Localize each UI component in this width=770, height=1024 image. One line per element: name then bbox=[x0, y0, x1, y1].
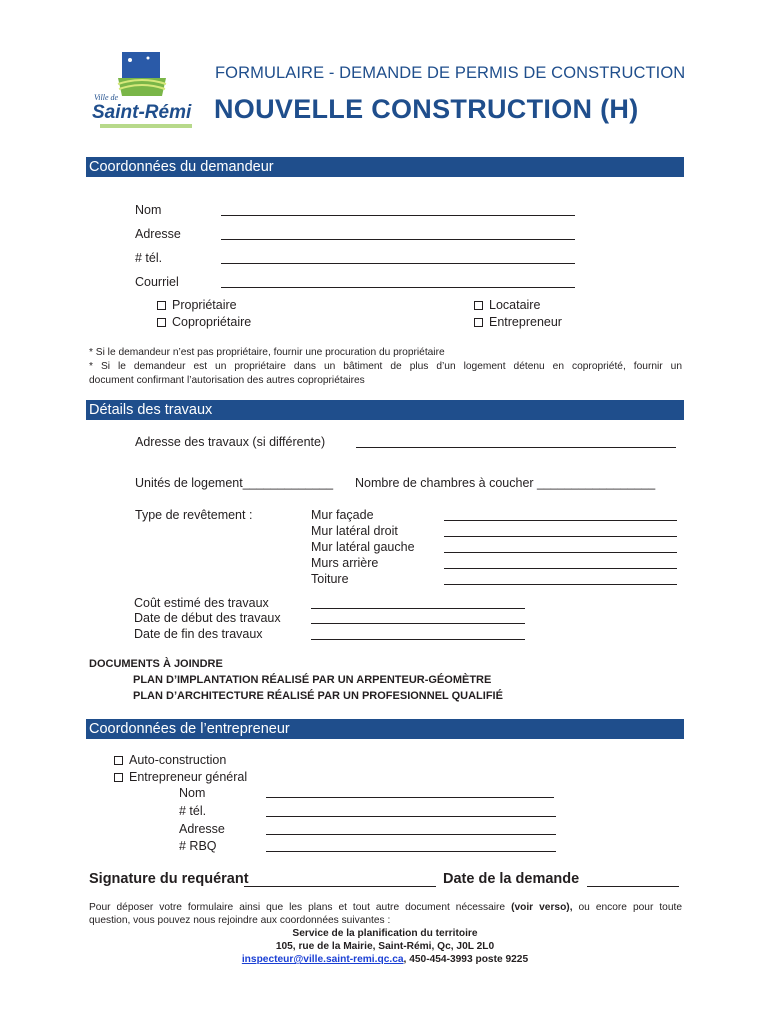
contractor-label-rbq: # RBQ bbox=[179, 839, 217, 853]
note-coownership-line2: document confirmant l’autorisation des autres copropriétaires bbox=[89, 375, 365, 386]
request-date-field[interactable] bbox=[587, 886, 679, 887]
footer-instructions-line1: Pour déposer votre formulaire ainsi que les plans et tout autre document nécessaire (voir verso), ou encore pour toute bbox=[89, 902, 682, 913]
signature-label: Signature du requérant bbox=[89, 871, 249, 887]
checkbox-icon bbox=[474, 301, 483, 310]
contractor-label-phone: # tél. bbox=[179, 804, 207, 818]
signature-field[interactable] bbox=[244, 886, 436, 887]
wall-label-roof: Toiture bbox=[311, 572, 349, 586]
document-item: PLAN D’ARCHITECTURE RÉALISÉ PAR UN PROFESIONNEL QUALIFIÉ bbox=[133, 690, 503, 702]
section-header-works: Détails des travaux bbox=[86, 400, 684, 420]
wall-rear-field[interactable] bbox=[444, 568, 677, 569]
start-date-field[interactable] bbox=[311, 623, 525, 624]
roof-field[interactable] bbox=[444, 584, 677, 585]
field-label-address: Adresse bbox=[135, 227, 181, 241]
documents-heading: DOCUMENTS À JOINDRE bbox=[89, 658, 223, 670]
checkbox-icon bbox=[114, 773, 123, 782]
works-address-label: Adresse des travaux (si différente) bbox=[135, 435, 326, 449]
wall-right-field[interactable] bbox=[444, 536, 677, 537]
wall-label-rear: Murs arrière bbox=[311, 556, 379, 570]
wall-label-front: Mur façade bbox=[311, 508, 374, 522]
contractor-phone-field[interactable] bbox=[266, 816, 556, 817]
section-header-applicant: Coordonnées du demandeur bbox=[86, 157, 684, 177]
footer-address: 105, rue de la Mairie, Saint-Rémi, Qc, J0L 2L0 bbox=[275, 941, 495, 952]
field-label-name: Nom bbox=[135, 203, 162, 217]
form-title: NOUVELLE CONSTRUCTION (H) bbox=[214, 94, 639, 124]
section-header-contractor: Coordonnées de l’entrepreneur bbox=[86, 719, 684, 739]
email-link[interactable]: inspecteur@ville.saint-remi.qc.ca bbox=[241, 954, 404, 965]
note-proxy: * Si le demandeur n’est pas propriétaire, fournir une procuration du propriétaire bbox=[89, 347, 445, 358]
contractor-label-address: Adresse bbox=[179, 822, 225, 836]
field-label-email: Courriel bbox=[135, 275, 179, 289]
checkbox-tenant[interactable]: Locataire bbox=[474, 298, 540, 312]
bedrooms-field[interactable]: Nombre de chambres à coucher _________________ bbox=[355, 476, 656, 490]
phone-field[interactable] bbox=[221, 263, 575, 264]
checkbox-icon bbox=[114, 756, 123, 765]
contractor-rbq-field[interactable] bbox=[266, 851, 556, 852]
cost-field[interactable] bbox=[311, 608, 525, 609]
footer-instructions-line2: question, vous pouvez nous rejoindre aux coordonnées suivantes : bbox=[89, 915, 391, 926]
checkbox-contractor[interactable]: Entrepreneur bbox=[474, 315, 562, 329]
checkbox-owner[interactable]: Propriétaire bbox=[157, 298, 237, 312]
field-label-phone: # tél. bbox=[135, 251, 163, 265]
checkbox-general-contractor[interactable]: Entrepreneur général bbox=[114, 770, 247, 784]
contractor-name-field[interactable] bbox=[266, 797, 554, 798]
form-subtitle: FORMULAIRE - DEMANDE DE PERMIS DE CONSTRUCTION bbox=[215, 64, 686, 82]
wall-front-field[interactable] bbox=[444, 520, 677, 521]
address-field[interactable] bbox=[221, 239, 575, 240]
checkbox-icon bbox=[474, 318, 483, 327]
works-address-field[interactable] bbox=[356, 447, 676, 448]
svg-text:Saint-Rémi: Saint-Rémi bbox=[92, 102, 192, 123]
name-field[interactable] bbox=[221, 215, 575, 216]
cladding-type-label: Type de revêtement : bbox=[135, 508, 253, 522]
wall-label-right: Mur latéral droit bbox=[311, 524, 398, 538]
end-date-field[interactable] bbox=[311, 639, 525, 640]
checkbox-self-build[interactable]: Auto-construction bbox=[114, 753, 226, 767]
start-date-label: Date de début des travaux bbox=[134, 611, 281, 625]
city-logo bbox=[92, 50, 196, 136]
email-field[interactable] bbox=[221, 287, 575, 288]
contractor-address-field[interactable] bbox=[266, 834, 556, 835]
checkbox-icon bbox=[157, 318, 166, 327]
checkbox-icon bbox=[157, 301, 166, 310]
checkbox-co-owner[interactable]: Copropriétaire bbox=[157, 315, 251, 329]
cost-label: Coût estimé des travaux bbox=[134, 596, 269, 610]
dwelling-units-field[interactable]: Unités de logement_____________ bbox=[135, 476, 334, 490]
svg-text:Ville de: Ville de bbox=[94, 93, 119, 102]
footer-service-name: Service de la planification du territoire bbox=[292, 928, 478, 939]
contractor-label-name: Nom bbox=[179, 786, 206, 800]
wall-label-left: Mur latéral gauche bbox=[311, 540, 415, 554]
request-date-label: Date de la demande bbox=[443, 871, 580, 887]
wall-left-field[interactable] bbox=[444, 552, 677, 553]
document-item: PLAN D’IMPLANTATION RÉALISÉ PAR UN ARPENTEUR-GÉOMÈTRE bbox=[133, 674, 492, 686]
note-coownership-line1: * Si le demandeur est un propriétaire dans un bâtiment de plus d’un logement détenu en copropriété, fournir un bbox=[89, 361, 682, 372]
end-date-label: Date de fin des travaux bbox=[134, 627, 263, 641]
footer-contact: inspecteur@ville.saint-remi.qc.ca, 450-454-3993 poste 9225 bbox=[241, 954, 529, 965]
